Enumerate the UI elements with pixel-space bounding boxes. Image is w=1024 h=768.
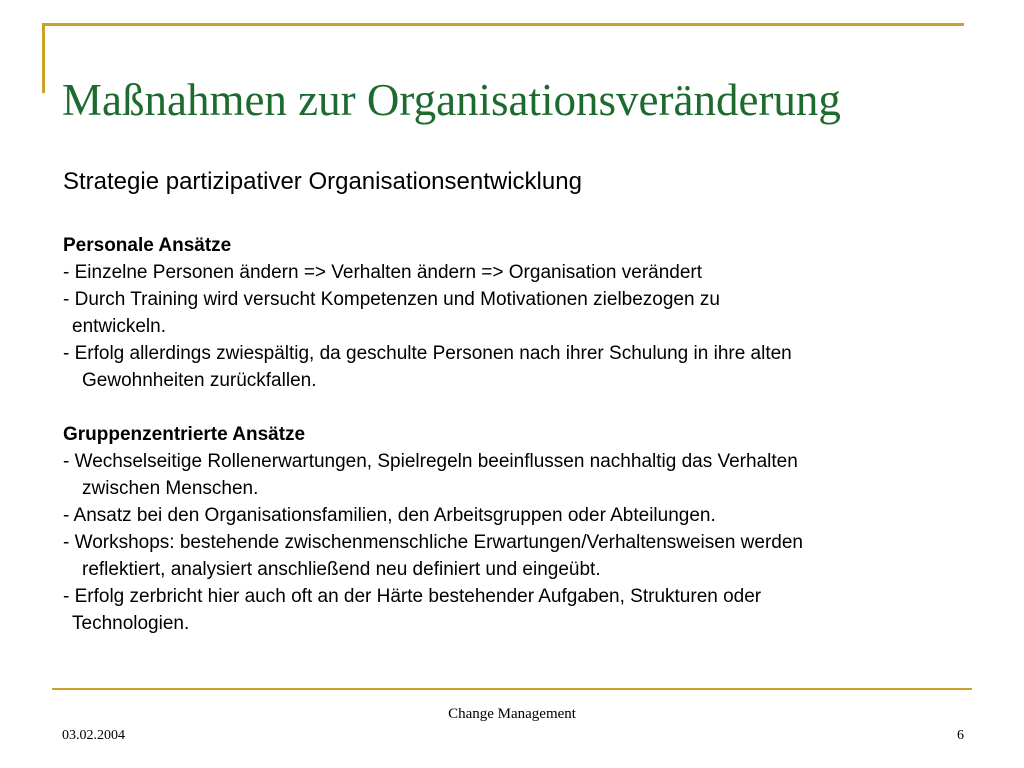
section-heading: Gruppenzentrierte Ansätze bbox=[63, 424, 306, 445]
footer-date: 03.02.2004 bbox=[62, 728, 125, 743]
footer-title: Change Management bbox=[448, 706, 576, 722]
page-number: 6 bbox=[957, 728, 964, 743]
section-group bbox=[63, 421, 963, 637]
bullet-item: - Erfolg zerbricht hier auch oft an der Härte bestehender Aufgaben, Strukturen oder bbox=[63, 586, 762, 607]
section-spacer bbox=[63, 394, 963, 421]
slide-title: Maßnahmen zur Organisationsveränderung bbox=[62, 75, 841, 125]
slide-body bbox=[63, 232, 963, 637]
bullet-continuation: zwischen Menschen. bbox=[82, 478, 259, 499]
bullet-item: - Erfolg allerdings zwiespältig, da geschulte Personen nach ihrer Schulung in ihre alten bbox=[63, 343, 792, 364]
bullet-item: - Ansatz bei den Organisationsfamilien, den Arbeitsgruppen oder Abteilungen. bbox=[63, 505, 716, 526]
corner-rule-vertical bbox=[42, 23, 45, 93]
footer-rule bbox=[52, 688, 972, 690]
corner-rule-horizontal bbox=[42, 23, 964, 26]
section-heading: Personale Ansätze bbox=[63, 235, 232, 256]
bullet-continuation: entwickeln. bbox=[72, 316, 166, 337]
bullet-continuation: Technologien. bbox=[72, 613, 190, 634]
bullet-item: - Durch Training wird versucht Kompetenzen und Motivationen zielbezogen zu bbox=[63, 289, 720, 310]
bullet-continuation: Gewohnheiten zurückfallen. bbox=[82, 370, 317, 391]
bullet-item: - Workshops: bestehende zwischenmenschliche Erwartungen/Verhaltensweisen werden bbox=[63, 532, 803, 553]
bullet-continuation: reflektiert, analysiert anschließend neu definiert und eingeübt. bbox=[82, 559, 601, 580]
bullet-item: - Einzelne Personen ändern => Verhalten ändern => Organisation verändert bbox=[63, 262, 703, 283]
slide-subtitle: Strategie partizipativer Organisationsentwicklung bbox=[63, 168, 582, 195]
section-personal bbox=[63, 232, 963, 394]
bullet-item: - Wechselseitige Rollenerwartungen, Spielregeln beeinflussen nachhaltig das Verhalten bbox=[63, 451, 798, 472]
